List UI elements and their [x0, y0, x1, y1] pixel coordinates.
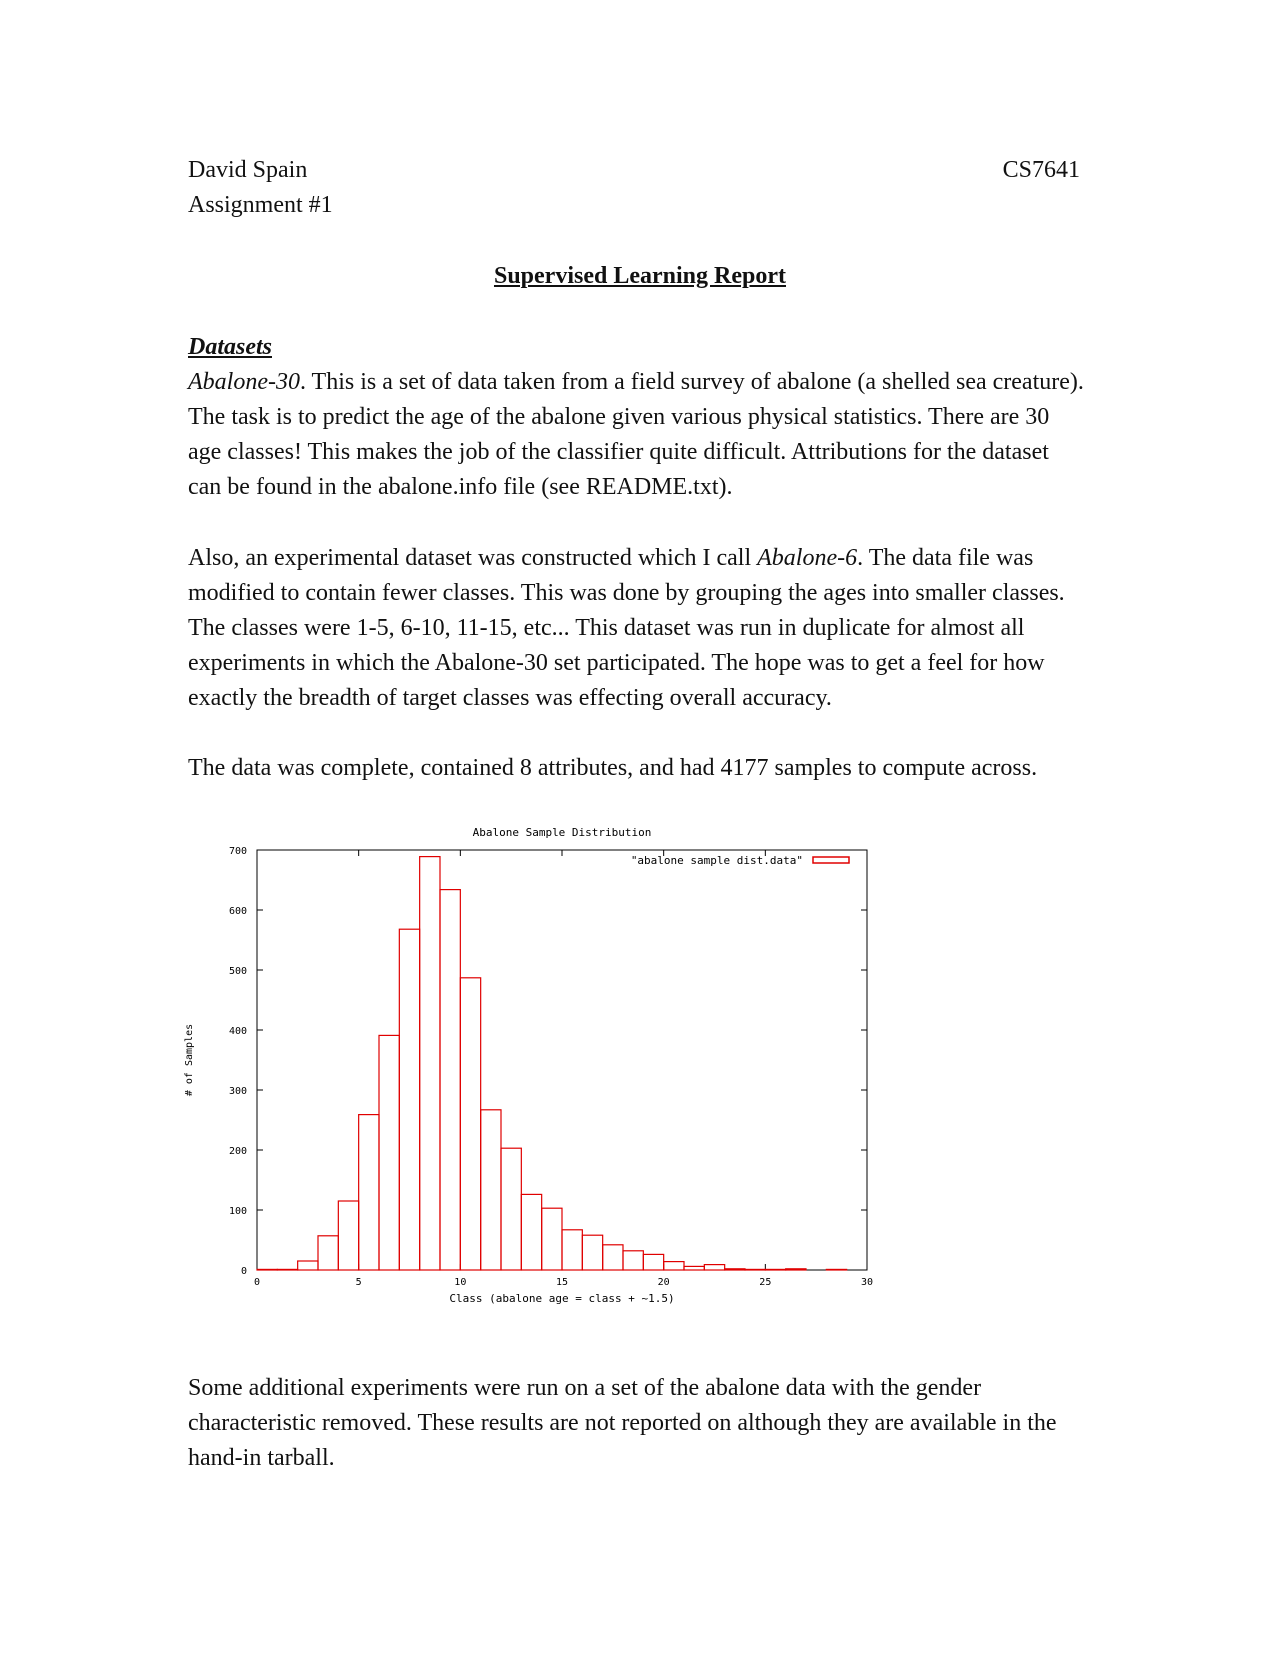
histogram-bar — [521, 1194, 541, 1270]
paragraph-abalone-6-intro: Also, an experimental dataset was constructed which I call — [188, 545, 758, 571]
histogram-bar — [582, 1235, 602, 1270]
histogram-bar — [562, 1230, 582, 1270]
y-tick-label: 600 — [228, 906, 247, 917]
chart-plot-frame — [257, 850, 867, 1270]
chart-legend — [631, 854, 849, 867]
histogram-bar — [338, 1201, 358, 1270]
paragraph-abalone-6 — [188, 541, 1088, 716]
x-tick-label: 15 — [555, 1277, 569, 1288]
histogram-bar — [440, 890, 460, 1270]
histogram-bar — [745, 1269, 765, 1270]
histogram-bar — [359, 1115, 379, 1270]
y-tick-label: 200 — [228, 1146, 247, 1157]
histogram-bar — [684, 1266, 704, 1270]
x-tick-label: 10 — [454, 1277, 467, 1288]
histogram-bar — [257, 1269, 277, 1270]
histogram-bar — [765, 1269, 785, 1270]
x-tick-label: 5 — [355, 1277, 362, 1288]
x-tick-label: 25 — [759, 1277, 772, 1288]
histogram-bar — [277, 1269, 297, 1270]
y-tick-label: 100 — [228, 1206, 247, 1217]
chart-bars — [257, 857, 847, 1270]
chart-title: Abalone Sample Distribution — [472, 826, 652, 839]
paragraph-abalone-30-body: . This is a set of data taken from a field survey of abalone (a shelled sea creature). The task is to predict the age of the abalone given various physical statistics. There are 30 age classes! This makes the job of the classifier quite difficult. Attributions for the dataset can be found in the abalone.info file (see README.txt). — [188, 369, 1084, 500]
histogram-bar — [704, 1265, 724, 1270]
x-tick-label: 0 — [253, 1277, 261, 1288]
paragraph-data-summary: The data was complete, contained 8 attributes, and had 4177 samples to compute across. — [188, 755, 1038, 781]
abalone-distribution-chart — [180, 820, 950, 1340]
histogram-bar — [399, 929, 419, 1270]
dataset-name-abalone-6: Abalone-6 — [757, 545, 858, 571]
paragraph-additional-experiments: Some additional experiments were run on a set of the abalone data with the gender characteristic removed. These results are not reported on although they are available in the hand-in tarball. — [188, 1375, 1057, 1471]
author-name: David Spain — [188, 157, 308, 183]
dataset-name-abalone-30: Abalone-30 — [188, 369, 300, 395]
x-tick-label: 20 — [657, 1277, 670, 1288]
course-code: CS7641 — [1002, 157, 1080, 183]
histogram-bar — [786, 1269, 806, 1270]
y-tick-label: 300 — [228, 1086, 247, 1097]
y-tick-label: 700 — [228, 846, 247, 857]
chart-container — [180, 820, 950, 1340]
section-heading-datasets: Datasets — [188, 334, 272, 360]
chart-x-axis-label: Class (abalone age = class + ~1.5) — [449, 1292, 675, 1305]
histogram-bar — [460, 978, 480, 1270]
histogram-bar — [603, 1245, 623, 1270]
x-tick-label: 30 — [860, 1277, 874, 1288]
histogram-bar — [501, 1148, 521, 1270]
report-title: Supervised Learning Report — [493, 263, 786, 289]
histogram-bar — [420, 857, 440, 1270]
histogram-bar — [643, 1254, 663, 1270]
chart-legend-label: "abalone sample dist.data" — [630, 854, 803, 867]
paragraph-abalone-30 — [188, 365, 1088, 505]
assignment-label: Assignment #1 — [188, 192, 333, 218]
histogram-bar — [623, 1251, 643, 1270]
y-tick-label: 400 — [228, 1026, 247, 1037]
histogram-bar — [542, 1208, 562, 1270]
histogram-bar — [298, 1261, 318, 1270]
chart-y-axis-label: # of Samples — [184, 1023, 195, 1097]
histogram-bar — [379, 1035, 399, 1270]
chart-legend-swatch — [813, 857, 849, 863]
histogram-bar — [481, 1110, 501, 1270]
histogram-bar — [664, 1262, 684, 1270]
chart-plot-border — [257, 850, 867, 1270]
chart-axis-ticks — [229, 846, 873, 1288]
y-tick-label: 0 — [240, 1266, 247, 1277]
histogram-bar — [318, 1236, 338, 1270]
histogram-bar — [725, 1269, 745, 1270]
histogram-bar — [826, 1269, 846, 1270]
paragraph-abalone-6-body: . The data file was modified to contain fewer classes. This was done by grouping the ages into smaller classes. The classes were 1-5, 6-10, 11-15, etc... This dataset was run in duplicate for almost all experiments in which the Abalone-30 set participated. The hope was to get a feel for how exactly the breadth of target classes was effecting overall accuracy. — [188, 545, 1065, 711]
y-tick-label: 500 — [228, 966, 247, 977]
